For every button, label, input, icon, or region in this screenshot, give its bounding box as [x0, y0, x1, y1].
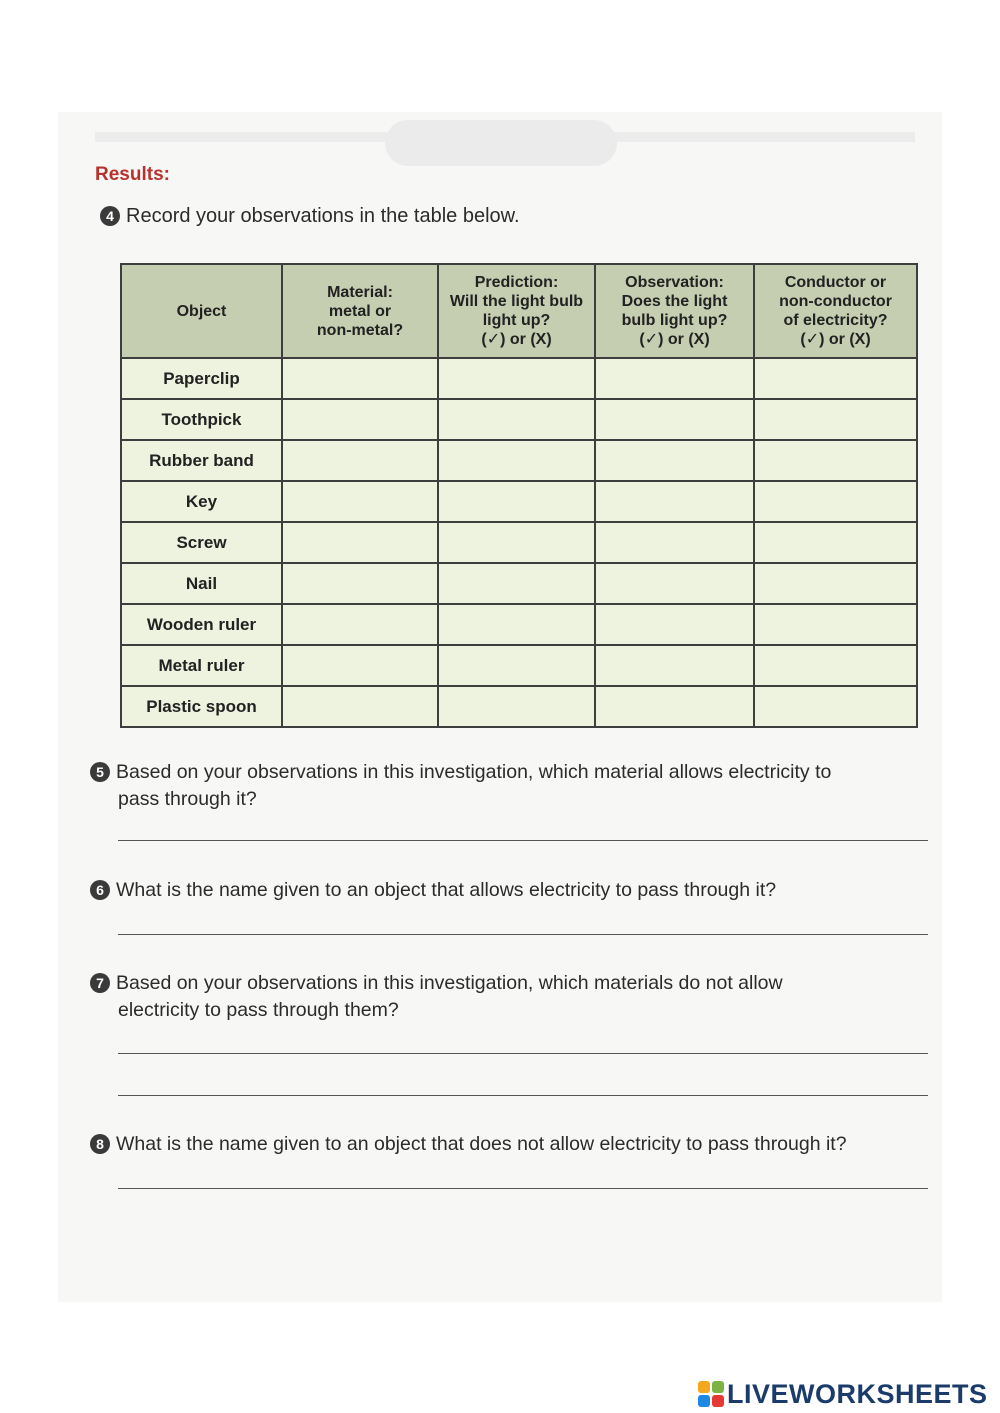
table-row [121, 399, 917, 440]
answer-cell[interactable] [595, 440, 754, 481]
answer-cell[interactable] [438, 522, 595, 563]
question-number-8: 8 [90, 1134, 110, 1154]
question-4 [100, 205, 520, 228]
column-header-line: Material: [327, 283, 393, 301]
object-name-cell: Key [121, 481, 282, 522]
answer-cell[interactable] [438, 686, 595, 727]
answer-cell[interactable] [754, 399, 917, 440]
answer-cell[interactable] [595, 481, 754, 522]
object-name-cell: Paperclip [121, 358, 282, 399]
answer-line-6[interactable] [118, 934, 928, 935]
column-header-line: non-metal? [316, 321, 404, 339]
answer-cell[interactable] [282, 399, 438, 440]
question-8-line-1: What is the name given to an object that does not allow electricity to pass through it? [116, 1133, 847, 1155]
table-row [121, 604, 917, 645]
column-header-line: non-conductor [779, 293, 892, 310]
answer-cell[interactable] [282, 686, 438, 727]
question-5 [90, 759, 920, 813]
answer-cell[interactable] [754, 604, 917, 645]
answer-cell[interactable] [754, 440, 917, 481]
column-header-line: bulb light up? [621, 312, 728, 329]
question-number-5: 5 [90, 762, 110, 782]
column-header-line: Does the light [621, 293, 728, 310]
column-header-line: of electricity? [783, 312, 888, 329]
question-7 [90, 970, 920, 1024]
column-header-line: metal or [328, 302, 392, 320]
table-row [121, 563, 917, 604]
column-header-line: Prediction: [474, 274, 559, 291]
column-header-2 [438, 264, 595, 358]
logo-square-1 [698, 1381, 710, 1393]
table-header-row [121, 264, 917, 358]
answer-cell[interactable] [754, 686, 917, 727]
logo-square-3 [698, 1395, 710, 1407]
answer-cell[interactable] [595, 645, 754, 686]
answer-cell[interactable] [282, 358, 438, 399]
brand-name: LIVEWORKSHEETS [727, 1378, 988, 1409]
answer-cell[interactable] [595, 399, 754, 440]
answer-cell[interactable] [282, 522, 438, 563]
liveworksheets-logo-icon [698, 1381, 724, 1407]
answer-cell[interactable] [595, 686, 754, 727]
header-badge [385, 120, 617, 166]
question-5-line-1: Based on your observations in this investigation, which material allows electricity to [116, 761, 832, 783]
column-header-line: Conductor or [784, 274, 887, 291]
answer-cell[interactable] [754, 481, 917, 522]
answer-line-7a[interactable] [118, 1053, 928, 1054]
observation-table [120, 263, 918, 728]
object-name-cell: Rubber band [121, 440, 282, 481]
logo-square-2 [712, 1381, 724, 1393]
column-header-line: (✓) or (X) [481, 331, 552, 348]
object-name-cell: Nail [121, 563, 282, 604]
answer-cell[interactable] [438, 645, 595, 686]
table-row [121, 522, 917, 563]
answer-cell[interactable] [438, 481, 595, 522]
column-header-line: (✓) or (X) [639, 331, 710, 348]
table-row [121, 481, 917, 522]
answer-cell[interactable] [595, 604, 754, 645]
question-7-line-1: Based on your observations in this investigation, which materials do not allow [116, 972, 783, 994]
question-number-4: 4 [100, 206, 120, 226]
object-name-cell: Toothpick [121, 399, 282, 440]
column-header-line: (✓) or (X) [800, 331, 871, 348]
object-name-cell: Wooden ruler [121, 604, 282, 645]
answer-cell[interactable] [282, 604, 438, 645]
answer-cell[interactable] [438, 358, 595, 399]
answer-cell[interactable] [595, 522, 754, 563]
column-header-line: light up? [482, 312, 551, 329]
answer-cell[interactable] [754, 645, 917, 686]
liveworksheets-brand [698, 1379, 988, 1409]
answer-cell[interactable] [438, 399, 595, 440]
answer-cell[interactable] [438, 604, 595, 645]
table-row [121, 686, 917, 727]
answer-cell[interactable] [595, 563, 754, 604]
question-number-6: 6 [90, 880, 110, 900]
answer-cell[interactable] [595, 358, 754, 399]
answer-cell[interactable] [282, 440, 438, 481]
table-row [121, 358, 917, 399]
logo-square-4 [712, 1395, 724, 1407]
answer-cell[interactable] [438, 440, 595, 481]
answer-cell[interactable] [754, 563, 917, 604]
question-6 [90, 877, 920, 904]
column-header-3 [595, 264, 754, 358]
object-name-cell: Screw [121, 522, 282, 563]
question-4-text: Record your observations in the table below. [126, 205, 520, 227]
answer-cell[interactable] [438, 563, 595, 604]
question-6-line-1: What is the name given to an object that allows electricity to pass through it? [116, 879, 777, 901]
results-heading: Results: [95, 164, 170, 185]
column-header-line: Observation: [625, 274, 724, 291]
answer-cell[interactable] [282, 563, 438, 604]
answer-cell[interactable] [754, 522, 917, 563]
column-header-1 [282, 264, 438, 358]
answer-line-5[interactable] [118, 840, 928, 841]
answer-cell[interactable] [282, 481, 438, 522]
question-8 [90, 1131, 920, 1158]
question-5-line-2: pass through it? [118, 788, 257, 810]
answer-line-8[interactable] [118, 1188, 928, 1189]
column-header-line: Object [176, 302, 227, 320]
object-name-cell: Metal ruler [121, 645, 282, 686]
column-header-4 [754, 264, 917, 358]
column-header-line: Will the light bulb [449, 293, 584, 310]
question-7-line-2: electricity to pass through them? [118, 999, 399, 1021]
answer-cell[interactable] [754, 358, 917, 399]
column-header-0 [121, 264, 282, 358]
answer-line-7b[interactable] [118, 1095, 928, 1096]
object-name-cell: Plastic spoon [121, 686, 282, 727]
table-row [121, 645, 917, 686]
answer-cell[interactable] [282, 645, 438, 686]
table-row [121, 440, 917, 481]
question-number-7: 7 [90, 973, 110, 993]
